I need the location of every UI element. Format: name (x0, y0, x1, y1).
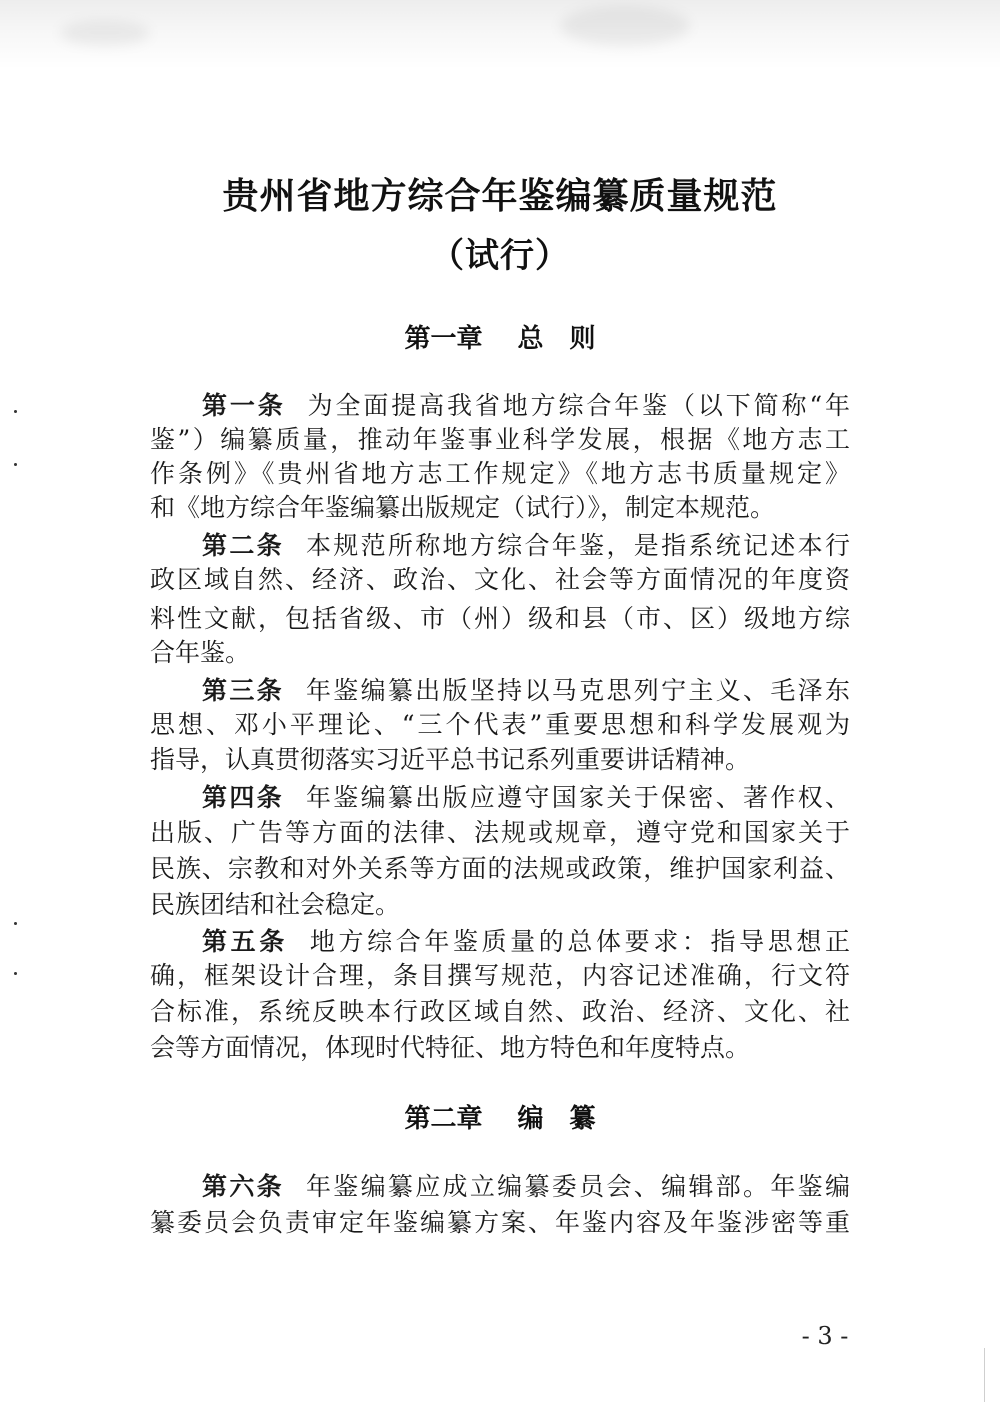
article-line: 会等方面情况，体现时代特征、地方特色和年度特点。 (150, 1033, 751, 1062)
scan-smudge (60, 20, 150, 46)
article-line: 和《地方综合年鉴编纂出版规定（试行）》，制定本规范。 (150, 493, 776, 522)
article-text: 为全面提高我省地方综合年鉴（以下简称“年 (307, 391, 850, 420)
chapter-number: 第二章 (404, 1104, 483, 1134)
article-text: 年鉴编纂出版应遵守国家关于保密、著作权、 (305, 783, 850, 812)
article-text: 年鉴编纂出版坚持以马克思列宁主义、毛泽东 (305, 676, 850, 705)
article-label: 第三条 (202, 676, 284, 705)
document-subtitle: （试行） (430, 236, 570, 276)
article-line (202, 389, 850, 423)
chapter-heading (0, 318, 1000, 355)
article-line: 民族、宗教和对外关系等方面的法规或政策，维护国家利益、 (150, 854, 850, 883)
article-line (202, 781, 850, 815)
article-line (202, 529, 850, 563)
article-line (202, 925, 850, 959)
article-label: 第四条 (202, 783, 284, 812)
article-text: 地方综合年鉴质量的总体要求：指导思想正 (309, 927, 850, 956)
article-line: 作条例》《贵州省地方志工作规定》《地方志书质量规定》 (150, 459, 850, 488)
article-line: 料性文献，包括省级、市（州）级和县（市、区）级地方综 (150, 604, 850, 633)
article-line: 指导，认真贯彻落实习近平总书记系列重要讲话精神。 (150, 745, 751, 774)
article-line: 纂委员会负责审定年鉴编纂方案、年鉴内容及年鉴涉密等重 (150, 1208, 850, 1237)
chapter-name: 编 纂 (517, 1104, 596, 1134)
margin-dot (14, 463, 17, 466)
page-number: - 3 - (801, 1322, 849, 1350)
scan-top-shadow (0, 0, 1000, 70)
article-line: 合标准，系统反映本行政区域自然、政治、经济、文化、社 (150, 997, 850, 1026)
article-line (202, 1170, 850, 1204)
article-line: 鉴”）编纂质量，推动年鉴事业科学发展，根据《地方志工 (150, 425, 850, 454)
margin-dot (14, 972, 17, 975)
margin-dot (14, 922, 17, 925)
article-label: 第五条 (202, 927, 288, 956)
article-text: 年鉴编纂应成立编纂委员会、编辑部。年鉴编 (305, 1172, 850, 1201)
article-text: 本规范所称地方综合年鉴，是指系统记述本行 (305, 531, 850, 560)
chapter-name: 总 则 (517, 324, 596, 354)
article-label: 第六条 (202, 1172, 284, 1201)
article-line: 出版、广告等方面的法律、法规或规章，遵守党和国家关于 (150, 818, 850, 847)
chapter-heading (0, 1098, 1000, 1135)
article-line: 民族团结和社会稳定。 (150, 890, 401, 919)
article-line: 确，框架设计合理，条目撰写规范，内容记述准确，行文符 (150, 961, 850, 990)
article-line: 思想、邓小平理论、“三个代表”重要思想和科学发展观为 (150, 710, 850, 739)
scan-edge (984, 1348, 985, 1402)
article-line (202, 674, 850, 708)
article-label: 第二条 (202, 531, 284, 560)
scan-smudge (560, 6, 690, 46)
article-label: 第一条 (202, 391, 286, 420)
article-line: 政区域自然、经济、政治、文化、社会等方面情况的年度资 (150, 565, 850, 594)
article-line: 合年鉴。 (150, 638, 251, 667)
chapter-number: 第一章 (404, 324, 483, 354)
document-title: 贵州省地方综合年鉴编纂质量规范 (222, 176, 778, 217)
margin-dot (14, 410, 17, 413)
